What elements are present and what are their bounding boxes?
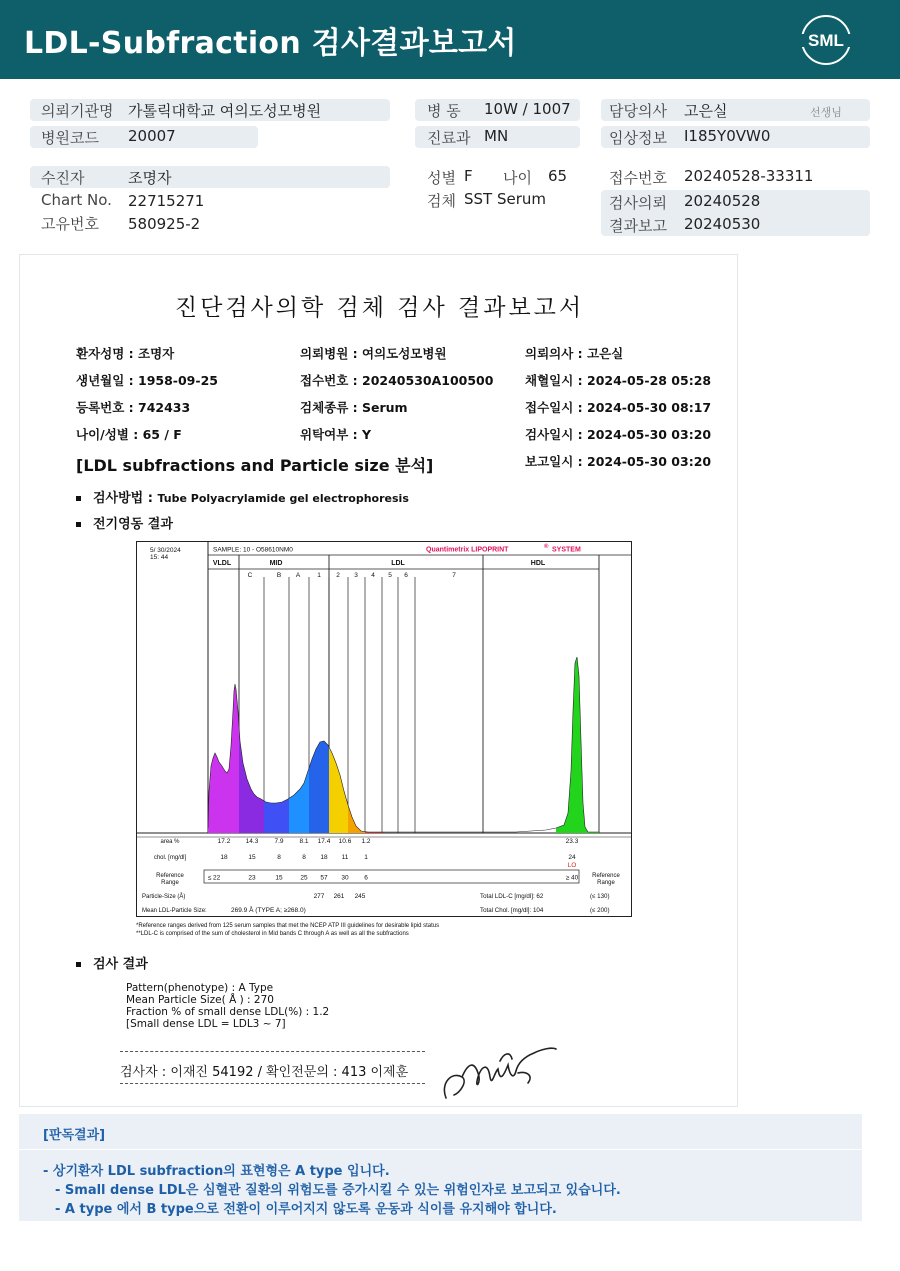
hdl-area-value: 23.3 bbox=[565, 838, 579, 845]
specimen-value: SST Serum bbox=[464, 190, 547, 208]
hospital-code-label: 병원코드 bbox=[41, 129, 99, 147]
method-label: 검사방법 : bbox=[93, 491, 158, 506]
total-ldl: Total LDL-C [mg/dl]: 62 bbox=[480, 893, 544, 900]
row-label-particle: Particle-Size (Å) bbox=[142, 894, 186, 900]
result-line: Mean Particle Size( Å ) : 270 bbox=[126, 994, 274, 1006]
department-label: 진료과 bbox=[427, 129, 471, 147]
lipoprint-chart bbox=[136, 541, 633, 919]
field-consign: 위탁여부 : Y bbox=[300, 427, 372, 442]
chart-footnote: *Reference ranges derived from 125 serum samples that met the NCEP ATP III guidelines for desirable lipid status bbox=[136, 923, 440, 929]
row-label-mean: Mean LDL-Particle Size: bbox=[142, 908, 207, 914]
band-label-6: 4 bbox=[371, 572, 375, 579]
area-value: 1.2 bbox=[361, 838, 371, 845]
age-value: 65 bbox=[548, 167, 568, 185]
result-label: 검사 결과 bbox=[93, 957, 148, 972]
chart-date: 5/ 30/2024 bbox=[150, 547, 181, 554]
logo-text: SML bbox=[808, 31, 844, 50]
band-label-9: 7 bbox=[452, 572, 456, 579]
group-label-0: VLDL bbox=[212, 560, 232, 567]
band-label-1: B bbox=[276, 572, 282, 579]
area-value: 8.1 bbox=[299, 838, 309, 845]
department-value: MN bbox=[484, 127, 509, 145]
receipt-no-value: 20240528-33311 bbox=[684, 167, 814, 185]
group-label-2: LDL bbox=[391, 560, 405, 567]
band-label-2: A bbox=[295, 572, 301, 579]
total-chol: Total Chol. [mg/dl]: 104 bbox=[480, 907, 544, 914]
requester-org-label: 의뢰기관명 bbox=[41, 102, 114, 120]
band-label-0: C bbox=[247, 572, 253, 579]
chart-footnote: **LDL-C is comprised of the sum of cholesterol in Mid bands C through A as well as all the subfractions bbox=[136, 931, 409, 937]
chol-value: 1 bbox=[364, 854, 368, 861]
band-label-5: 3 bbox=[354, 572, 358, 579]
request-date-value: 20240528 bbox=[684, 192, 761, 210]
field-collect: 채혈일시 : 2024-05-28 05:28 bbox=[525, 373, 712, 388]
ref-range-value: 15 bbox=[275, 874, 283, 882]
bullet-icon bbox=[76, 496, 81, 501]
chart-brand: Quantimetrix LIPOPRINT bbox=[426, 546, 509, 554]
hospital-code-value: 20007 bbox=[128, 127, 176, 145]
total-ldl-ref: (≤ 130) bbox=[590, 893, 610, 900]
chart-frame bbox=[137, 542, 632, 917]
result-line: Pattern(phenotype) : A Type bbox=[126, 982, 274, 994]
field-doctor: 의뢰의사 : 고은실 bbox=[525, 346, 624, 361]
band-label-8: 6 bbox=[404, 572, 408, 579]
hdl-chol-value: 24 bbox=[568, 854, 576, 861]
patient-value: 조명자 bbox=[128, 169, 172, 187]
electro-label: 전기영동 결과 bbox=[93, 517, 173, 532]
electro-line bbox=[76, 513, 173, 532]
field-reported: 보고일시 : 2024-05-30 03:20 bbox=[525, 454, 712, 469]
particle-size-value: 245 bbox=[354, 893, 366, 900]
chart-time: 15: 44 bbox=[150, 554, 169, 561]
method-line bbox=[76, 487, 409, 506]
ref-range-value: 57 bbox=[320, 874, 328, 882]
specimen-label: 검체 bbox=[427, 192, 456, 210]
chol-value: 15 bbox=[248, 854, 256, 861]
chart-brand-sup: ® bbox=[544, 544, 549, 550]
clinical-info-label: 임상정보 bbox=[609, 129, 667, 147]
judgement-line: - Small dense LDL은 심혈관 질환의 위험도를 증가시킬 수 있는 위험인자로 보고되고 있습니다. bbox=[55, 1183, 621, 1198]
signature-text: 검사자 : 이재진 54192 / 확인전문의 : 413 이제훈 bbox=[120, 1065, 409, 1080]
chol-value: 8 bbox=[277, 854, 281, 861]
result-line: Fraction % of small dense LDL(%) : 1.2 bbox=[126, 1006, 330, 1018]
row-label-area: area % bbox=[160, 839, 180, 845]
sml-logo bbox=[800, 14, 852, 66]
chart-sample: SAMPLE: 10 - O58610NM0 bbox=[213, 546, 293, 554]
ref-label-left: Reference bbox=[156, 873, 184, 879]
band-label-4: 2 bbox=[336, 572, 340, 579]
field-tested: 검사일시 : 2024-05-30 03:20 bbox=[525, 427, 712, 442]
chart-no-label: Chart No. bbox=[41, 191, 112, 209]
chol-value: 11 bbox=[341, 854, 349, 861]
field-birth: 생년월일 : 1958-09-25 bbox=[76, 373, 218, 388]
result-head bbox=[76, 953, 148, 972]
unique-no-label: 고유번호 bbox=[41, 215, 99, 233]
field-hospital: 의뢰병원 : 여의도성모병원 bbox=[300, 346, 447, 361]
requester-org-value: 가톨릭대학교 여의도성모병원 bbox=[128, 102, 322, 120]
signature-image bbox=[438, 1043, 558, 1105]
clinical-info-value: I185Y0VW0 bbox=[684, 127, 771, 145]
judgement-line: - A type 에서 B type으로 전환이 이루어지지 않도록 운동과 식이를 유지해야 합니다. bbox=[55, 1202, 557, 1217]
group-label-1: MID bbox=[269, 560, 283, 567]
section-title: [LDL subfractions and Particle size 분석] bbox=[76, 456, 434, 475]
total-chol-ref: (≤ 200) bbox=[590, 907, 610, 914]
field-age-sex: 나이/성별 : 65 / F bbox=[76, 427, 182, 442]
report-date-value: 20240530 bbox=[684, 215, 761, 233]
row-label-chol: chol. [mg/dl] bbox=[153, 855, 187, 861]
band-label-7: 5 bbox=[388, 572, 392, 579]
sex-value: F bbox=[464, 167, 473, 185]
unique-no-value: 580925-2 bbox=[128, 215, 201, 233]
scanned-report bbox=[19, 254, 738, 1107]
area-value: 10.6 bbox=[338, 838, 352, 845]
ward-value: 10W / 1007 bbox=[484, 100, 571, 118]
doctor-value: 고은실 bbox=[684, 102, 728, 120]
area-value: 17.2 bbox=[217, 838, 231, 845]
header-bar bbox=[0, 0, 900, 79]
ref-range-value: 6 bbox=[364, 874, 368, 882]
band-label-3: 1 bbox=[317, 572, 321, 579]
ref-label-right: Reference bbox=[592, 873, 620, 879]
chart-no-value: 22715271 bbox=[128, 192, 205, 210]
report-title: 진단검사의학 검체 검사 결과보고서 bbox=[174, 295, 585, 321]
divider bbox=[120, 1051, 425, 1052]
ward-label: 병 동 bbox=[427, 102, 461, 120]
ref-range-value: ≤ 22 bbox=[207, 874, 221, 882]
chol-value: 18 bbox=[220, 854, 228, 861]
page-title: LDL-Subfraction 검사결과보고서 bbox=[24, 26, 517, 61]
divider bbox=[120, 1083, 425, 1084]
ref-label-left-2: Range bbox=[161, 880, 179, 886]
mean-size-value: 269.9 Å (TYPE A; ≥268.0) bbox=[231, 907, 306, 914]
chol-value: 8 bbox=[302, 854, 306, 861]
segment-mid-b bbox=[264, 798, 289, 833]
bullet-icon bbox=[76, 522, 81, 527]
field-name: 환자성명 : 조명자 bbox=[76, 346, 175, 361]
judgement-title: [판독결과] bbox=[43, 1128, 106, 1143]
method-value: Tube Polyacrylamide gel electrophoresis bbox=[157, 492, 409, 505]
sex-label: 성별 bbox=[427, 169, 456, 187]
report-date-label: 결과보고 bbox=[609, 217, 667, 235]
doctor-suffix: 선생님 bbox=[810, 106, 842, 119]
particle-size-value: 261 bbox=[333, 893, 345, 900]
chart-brand-end: SYSTEM bbox=[552, 546, 581, 554]
ref-range-value: 25 bbox=[300, 874, 308, 882]
particle-size-value: 277 bbox=[313, 893, 325, 900]
doctor-label: 담당의사 bbox=[609, 102, 667, 120]
area-value: 7.9 bbox=[274, 838, 284, 845]
bullet-icon bbox=[76, 962, 81, 967]
hdl-ref-value: ≥ 40 bbox=[565, 874, 579, 882]
field-reg-no: 등록번호 : 742433 bbox=[76, 400, 191, 415]
receipt-no-label: 접수번호 bbox=[609, 169, 667, 187]
ref-range-value: 23 bbox=[248, 874, 256, 882]
field-receipt: 접수번호 : 20240530A100500 bbox=[300, 373, 494, 388]
patient-label: 수진자 bbox=[41, 169, 85, 187]
judgement-header bbox=[19, 1114, 862, 1150]
judgement-panel bbox=[19, 1114, 862, 1221]
hdl-flag: LO bbox=[567, 862, 577, 869]
field-specimen: 검체종류 : Serum bbox=[300, 400, 408, 415]
field-received: 접수일시 : 2024-05-30 08:17 bbox=[525, 400, 712, 415]
chol-value: 18 bbox=[320, 854, 328, 861]
judgement-line: - 상기환자 LDL subfraction의 표현형은 A type 입니다. bbox=[43, 1164, 390, 1179]
group-label-3: HDL bbox=[530, 560, 546, 567]
ref-range-value: 30 bbox=[341, 874, 349, 882]
ref-label-right-2: Range bbox=[597, 880, 615, 886]
area-value: 14.3 bbox=[245, 838, 259, 845]
age-label: 나이 bbox=[503, 169, 532, 187]
area-value: 17.4 bbox=[317, 838, 331, 845]
result-line: [Small dense LDL = LDL3 ~ 7] bbox=[126, 1018, 286, 1030]
request-date-label: 검사의뢰 bbox=[609, 194, 667, 212]
